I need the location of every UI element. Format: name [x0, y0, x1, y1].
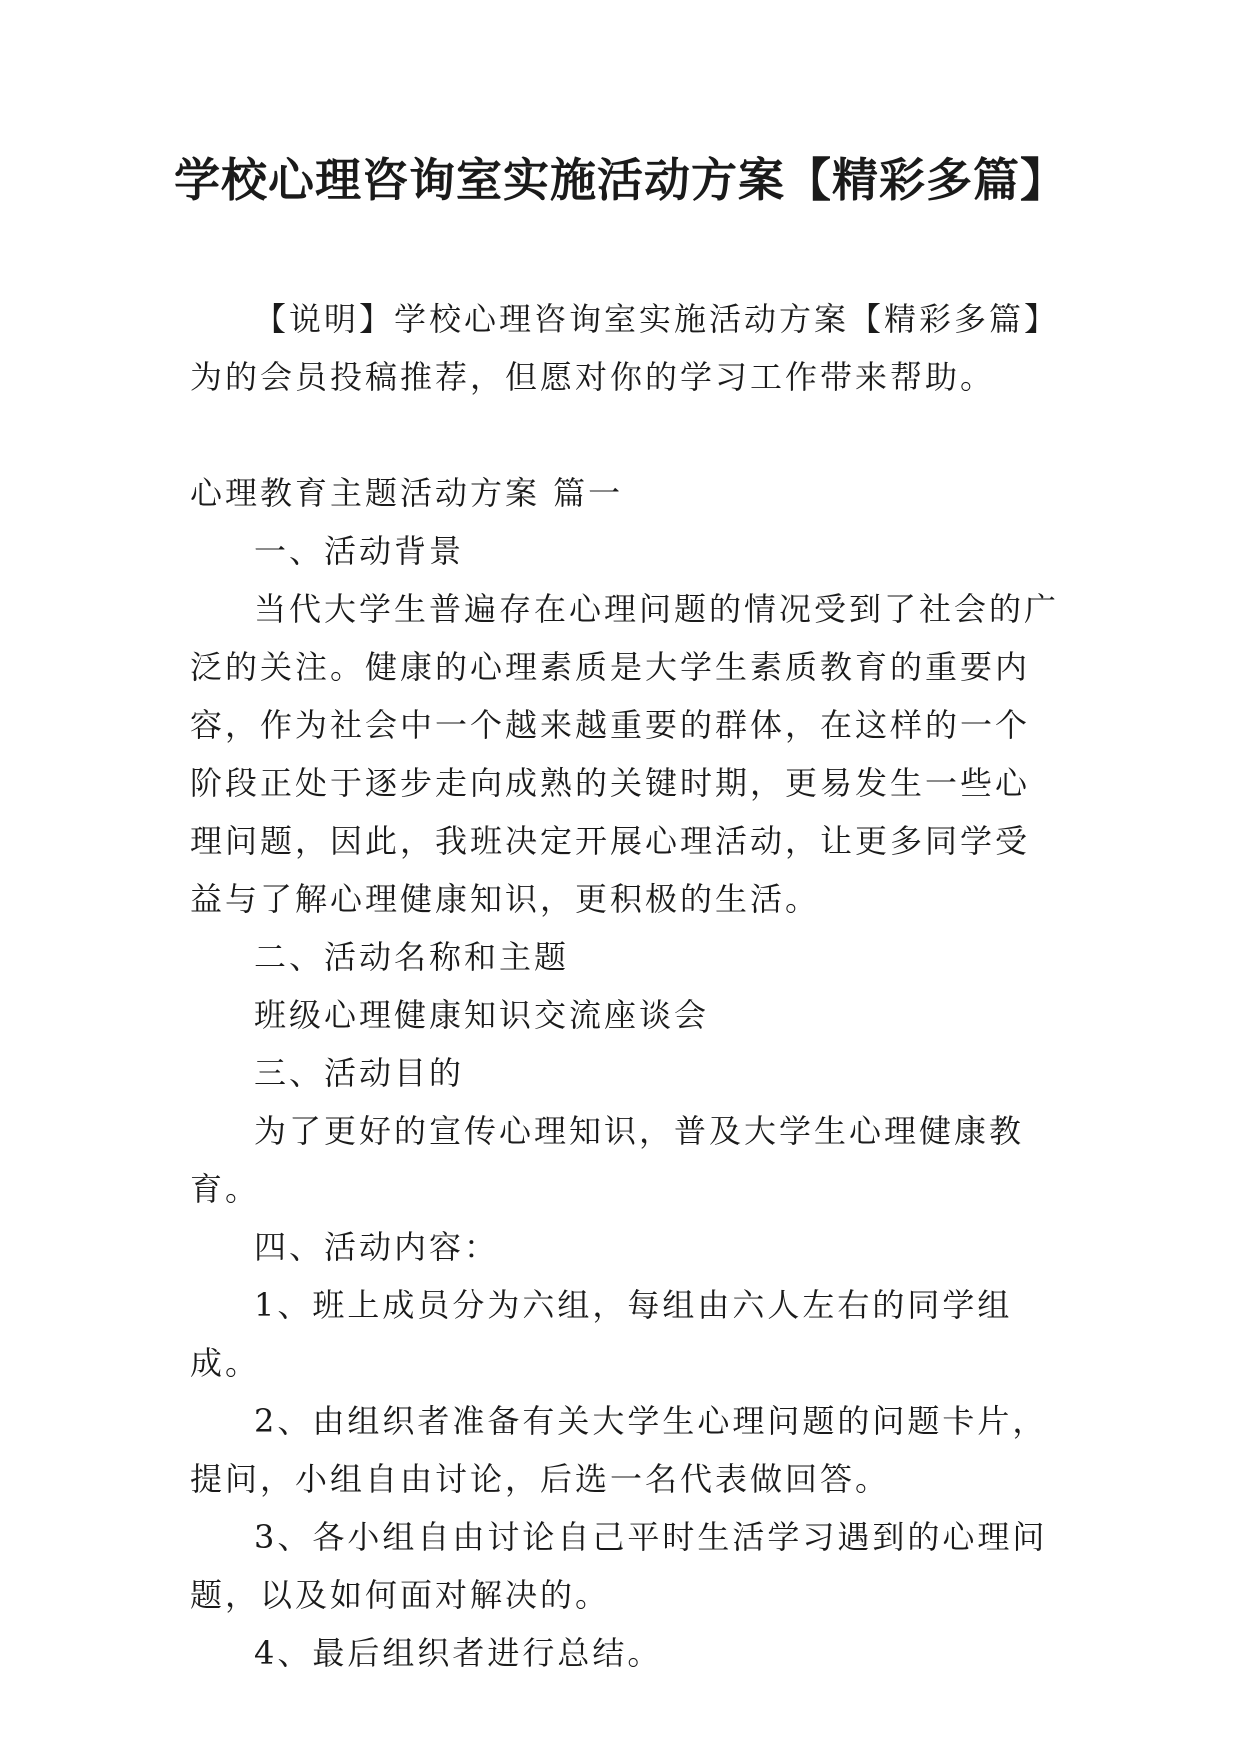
document-body [190, 290, 1060, 1682]
content-item-1: 1、班上成员分为六组，每组由六人左右的同学组成。 [190, 1286, 1013, 1382]
paragraph-purpose: 为了更好的宣传心理知识，普及大学生心理健康教育。 [190, 1112, 1025, 1208]
subheading-name-theme: 二、活动名称和主题 [254, 938, 570, 976]
content-item-2: 2、由组织者准备有关大学生心理问题的问题卡片，提问，小组自由讨论，后选一名代表做回答。 [190, 1402, 1048, 1498]
intro-paragraph: 【说明】学校心理咨询室实施活动方案【精彩多篇】为的会员投稿推荐，但愿对你的学习工作带来帮助。 [190, 300, 1060, 396]
content-item-3: 3、各小组自由讨论自己平时生活学习遇到的心理问题，以及如何面对解决的。 [190, 1518, 1048, 1614]
content-item-4: 4、最后组织者进行总结。 [254, 1634, 663, 1672]
paragraph-background: 当代大学生普遍存在心理问题的情况受到了社会的广泛的关注。健康的心理素质是大学生素质教育的重要内容，作为社会中一个越来越重要的群体，在这样的一个阶段正处于逐步走向成熟的关键时期，更易发生一些心理问题，因此，我班决定开展心理活动，让更多同学受益与了解心理健康知识，更积极的生活。 [190, 590, 1060, 918]
section-heading: 心理教育主题活动方案 篇一 [190, 474, 624, 512]
subheading-content: 四、活动内容： [254, 1228, 500, 1266]
subheading-purpose: 三、活动目的 [254, 1054, 465, 1092]
subheading-background: 一、活动背景 [254, 532, 465, 570]
paragraph-name-theme: 班级心理健康知识交流座谈会 [254, 996, 710, 1034]
document-title: 学校心理咨询室实施活动方案【精彩多篇】 [174, 153, 1067, 207]
